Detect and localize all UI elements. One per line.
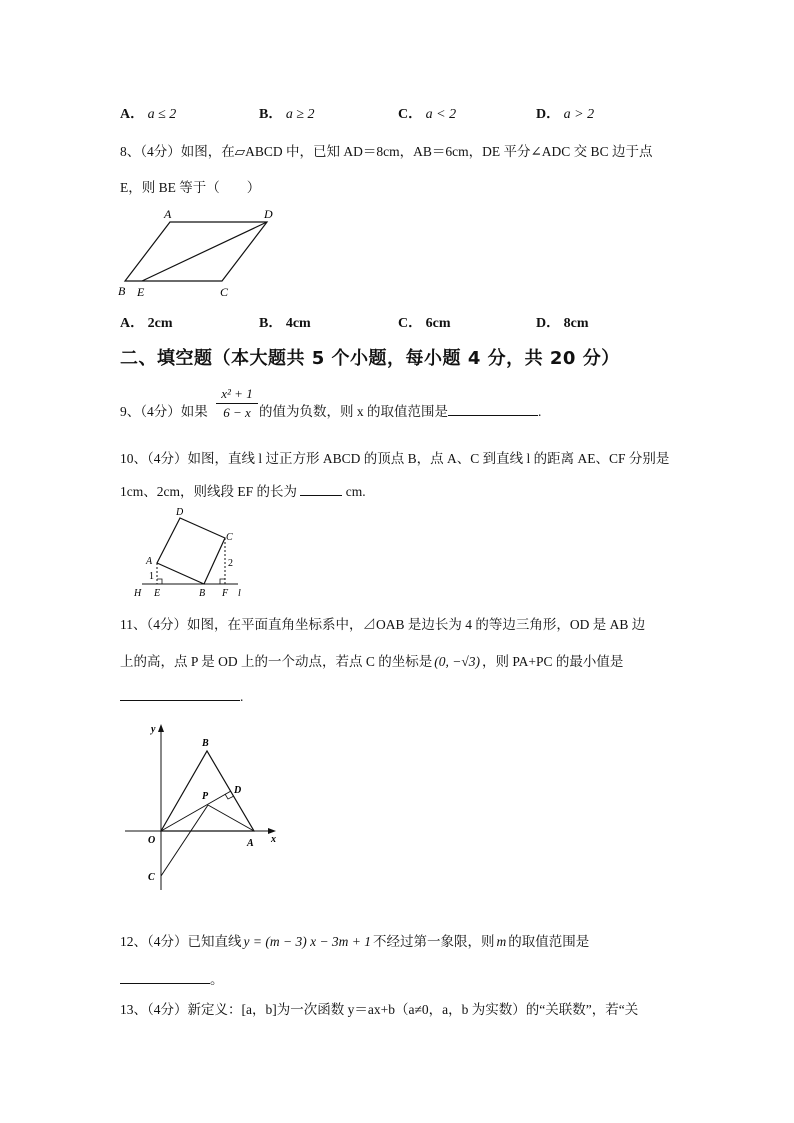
label-x: x xyxy=(271,834,276,845)
q8-option-d-letter: D． xyxy=(536,316,561,331)
square-abcd xyxy=(157,518,225,584)
q12-variable-m: m xyxy=(496,934,507,949)
q7-option-b-letter: B． xyxy=(259,107,283,122)
q12-end: 。 xyxy=(210,972,224,987)
parallelogram-abcd xyxy=(125,222,267,281)
label-a: A xyxy=(146,556,153,567)
q11-answer-blank[interactable] xyxy=(120,688,240,701)
label-e: E xyxy=(137,285,145,299)
q8-option-a-letter: A． xyxy=(120,316,145,331)
y-axis-arrow xyxy=(158,724,164,732)
q8-option-a-value: 2cm xyxy=(147,316,173,331)
q13-text-line1: 13、（4分）新定义：[a，b]为一次函数 y＝ax+b（a≠0，a，b 为实数）的“关联数”，若“关 xyxy=(120,1002,639,1017)
q7-option-b-expr: a ≥ 2 xyxy=(285,107,315,122)
q9-end: . xyxy=(538,404,542,419)
label-l: l xyxy=(238,588,241,599)
q8-option-c-value: 6cm xyxy=(425,316,451,331)
q9-prefix: 9、（4分）如果 xyxy=(120,404,208,419)
q11-text-line2a: 上的高，点 P 是 OD 上的一个动点，若点 C 的坐标是 xyxy=(120,654,433,669)
q7-option-a-expr: a ≤ 2 xyxy=(147,107,177,122)
segment-pc xyxy=(161,805,208,876)
q7-option-a xyxy=(120,103,176,123)
label-c: C xyxy=(148,872,155,883)
q8-option-d xyxy=(536,312,589,332)
right-angle-f xyxy=(220,579,225,584)
q7-option-c xyxy=(398,103,456,123)
q7-option-c-letter: C． xyxy=(398,107,423,122)
label-h: H xyxy=(134,588,142,599)
label-b: B xyxy=(199,588,206,599)
label-c: C xyxy=(226,532,233,543)
segment-od xyxy=(161,791,231,831)
segment-pa xyxy=(208,805,254,831)
label-a: A xyxy=(164,207,172,221)
q8-parallelogram-figure xyxy=(115,205,285,300)
label-y: y xyxy=(151,724,156,735)
label-1: 1 xyxy=(149,571,154,582)
label-2: 2 xyxy=(228,558,233,569)
label-p: P xyxy=(202,791,209,802)
q12-expression: y = (m − 3) x − 3m + 1 xyxy=(243,934,372,949)
q9-suffix xyxy=(259,400,541,420)
q8-text-line1: 8、（4分）如图，在▱ABCD 中，已知 AD＝8cm，AB＝6cm，DE 平分∠ADC 交 BC 边于点 xyxy=(120,144,653,159)
q11-end: . xyxy=(240,689,244,704)
q9-fraction xyxy=(216,386,258,421)
q8-option-b-letter: B． xyxy=(259,316,283,331)
label-f: F xyxy=(222,588,229,599)
right-angle-e xyxy=(157,579,162,584)
q10-square-figure xyxy=(130,505,250,600)
label-b: B xyxy=(202,738,209,749)
q8-text-line2: E，则 BE 等于（ ） xyxy=(120,180,261,195)
q10-text-line1: 10、（4分）如图，直线 l 过正方形 ABCD 的顶点 B，点 A、C 到直线 l 的距离 AE、CF 分别是 xyxy=(120,451,670,466)
q8-option-a xyxy=(120,312,173,332)
q12-answer-blank[interactable] xyxy=(120,971,210,984)
q9-numerator: x² + 1 xyxy=(216,386,258,404)
q12-suffix: 的取值范围是 xyxy=(508,934,590,949)
q11-coordinate: (0, −√3) xyxy=(434,654,481,669)
q11-text-line1: 11、（4分）如图，在平面直角坐标系中，⊿OAB 是边长为 4 的等边三角形，OD 是 AB 边 xyxy=(120,617,646,632)
q10-text-line2b: cm. xyxy=(345,484,366,499)
q8-option-b-value: 4cm xyxy=(285,316,311,331)
q12-answer-line xyxy=(120,968,224,988)
q12-text-line1 xyxy=(120,930,589,950)
label-d: D xyxy=(176,507,184,518)
label-c: C xyxy=(220,285,229,299)
q7-option-a-letter: A． xyxy=(120,107,145,122)
label-b: B xyxy=(118,284,126,298)
q8-option-c xyxy=(398,312,451,332)
q11-coordinate-figure xyxy=(120,718,285,893)
section-heading-fill-in: 二、填空题（本大题共 5 个小题，每小题 4 分，共 20 分） xyxy=(120,348,620,369)
q8-option-d-value: 8cm xyxy=(563,316,589,331)
q10-answer-blank[interactable] xyxy=(300,483,342,496)
q10-text-line2 xyxy=(120,480,366,500)
label-e: E xyxy=(154,588,161,599)
q7-option-d-expr: a > 2 xyxy=(563,107,595,122)
q9-denominator: 6 − x xyxy=(223,405,251,420)
q7-option-c-expr: a < 2 xyxy=(425,107,457,122)
q9-suffix-text: 的值为负数，则 x 的取值范围是 xyxy=(259,404,448,419)
q12-middle: 不经过第一象限，则 xyxy=(373,934,495,949)
q11-answer-line xyxy=(120,688,243,705)
q11-text-line2 xyxy=(120,650,623,670)
q11-text-line2b: ，则 PA+PC 的最小值是 xyxy=(482,654,624,669)
label-a: A xyxy=(247,838,254,849)
q9-answer-blank[interactable] xyxy=(448,403,538,416)
segment-de xyxy=(142,222,267,281)
q7-option-d-letter: D． xyxy=(536,107,561,122)
q8-option-c-letter: C． xyxy=(398,316,423,331)
q8-option-b xyxy=(259,312,311,332)
q10-text-line2a: 1cm、2cm，则线段 EF 的长为 xyxy=(120,484,297,499)
q7-option-d xyxy=(536,103,594,123)
label-d: D xyxy=(264,207,273,221)
label-o: O xyxy=(148,835,156,846)
q7-option-b xyxy=(259,103,315,123)
label-d: D xyxy=(234,785,242,796)
q12-prefix: 12、（4分）已知直线 xyxy=(120,934,242,949)
